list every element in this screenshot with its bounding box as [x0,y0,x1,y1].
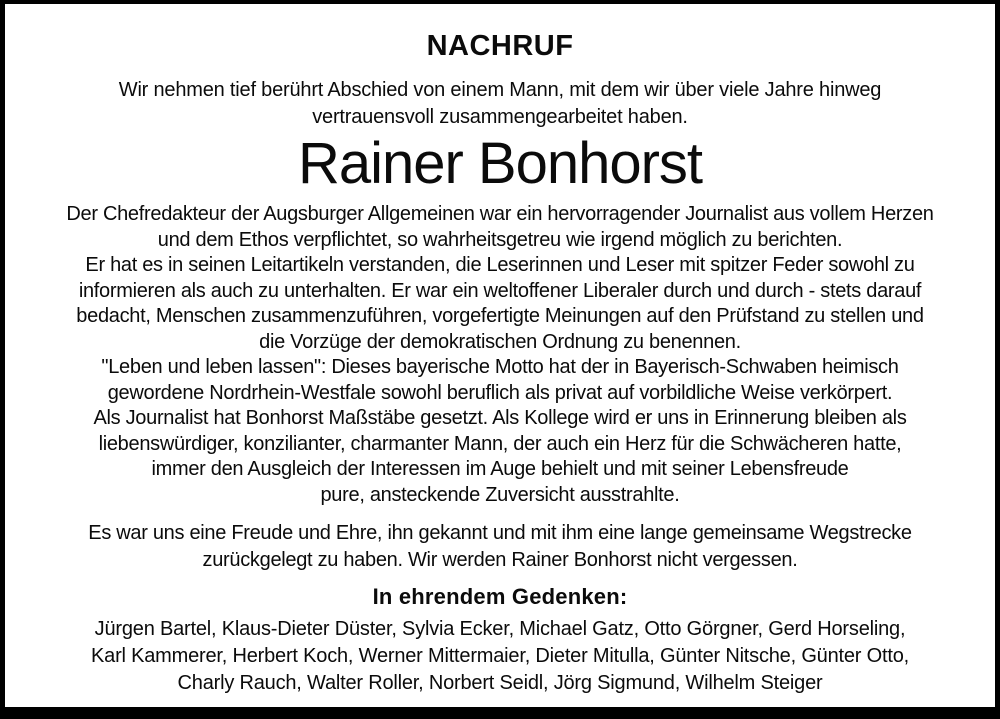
tribute-line: pure, ansteckende Zuversicht ausstrahlte. [320,483,680,506]
tribute-line: und dem Ethos verpflichtet, so wahrheitsgetreu wie irgend möglich zu berichten. [157,228,843,251]
mourners-list [5,616,995,697]
tribute-line: Als Journalist hat Bonhorst Maßstäbe gesetzt. Als Kollege wird er uns in Erinnerung bleiben als [93,407,907,429]
tribute-line: immer den Ausgleich der Interessen im Auge behielt und mit seiner Lebensfreude [151,458,849,480]
tribute-line: Er hat es in seinen Leitartikeln verstanden, die Leserinnen und Leser mit spitzer Feder sowohl zu [85,254,915,276]
mourners-line: Charly Rauch, Walter Roller, Norbert Seidl, Jörg Sigmund, Wilhelm Steiger [177,672,823,694]
tribute-line: "Leben und leben lassen": Dieses bayerische Motto hat der in Bayerisch-Schwaben heimisch [101,356,899,378]
tribute-paragraph [5,202,995,508]
tribute-line: gewordene Nordrhein-Westfale sowohl beruflich als privat auf vorbildliche Weise verkörpert. [107,381,893,404]
tribute-line: Der Chefredakteur der Augsburger Allgemeinen war ein hervorragender Journalist aus vollem Herzen [66,203,934,225]
mourners-line: Jürgen Bartel, Klaus-Dieter Düster, Sylvia Ecker, Michael Gatz, Otto Görgner, Gerd Horseling, [94,618,906,640]
intro-paragraph [5,77,995,131]
notice-kicker: NACHRUF [426,30,574,62]
tribute-line: informieren als auch zu unterhalten. Er war ein weltoffener Liberaler durch und durch - stets darauf [78,279,922,302]
closing-line: Es war uns eine Freude und Ehre, ihn gekannt und mit ihm eine lange gemeinsame Wegstrecke [88,522,912,544]
mourners-line: Karl Kammerer, Herbert Koch, Werner Mittermaier, Dieter Mitulla, Günter Nitsche, Günter Otto, [91,645,909,667]
closing-line: zurückgelegt zu haben. Wir werden Rainer Bonhorst nicht vergessen. [202,549,798,571]
obituary-notice [5,4,995,707]
tribute-line: liebenswürdiger, konzilianter, charmanter Mann, der auch ein Herz für die Schwächeren hatte, [98,432,902,455]
memorial-heading: In ehrendem Gedenken: [372,584,628,609]
tribute-line: die Vorzüge der demokratischen Ordnung zu benennen. [259,330,741,353]
closing-paragraph [5,520,995,574]
deceased-name: Rainer Bonhorst [297,131,703,196]
tribute-line: bedacht, Menschen zusammenzuführen, vorgefertigte Meinungen auf den Prüfstand zu stellen und [76,305,924,327]
intro-line: vertrauensvoll zusammengearbeitet haben. [312,106,688,128]
intro-line: Wir nehmen tief berührt Abschied von einem Mann, mit dem wir über viele Jahre hinweg [118,79,882,101]
